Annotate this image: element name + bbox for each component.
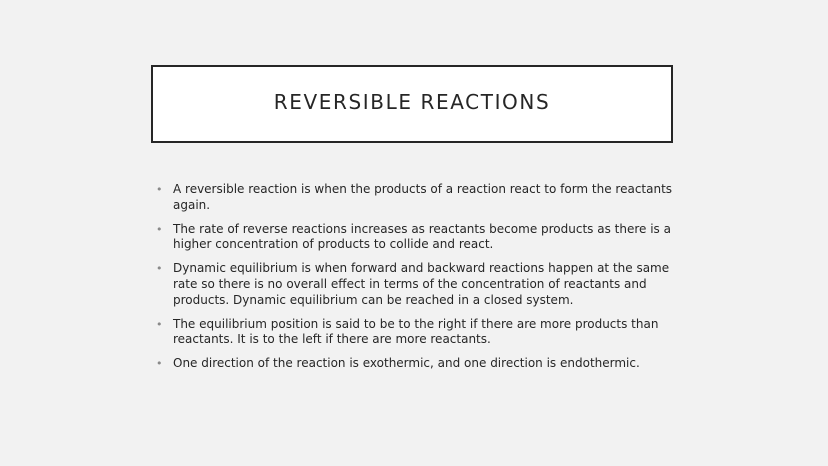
bullet-text: A reversible reaction is when the products of a reaction react to form the reactants again.: [173, 182, 673, 212]
bullet-text: The equilibrium position is said to be to the right if there are more products than reactants. It is to the left if there are more reactants.: [173, 316, 659, 347]
bullet-item: [156, 222, 676, 254]
slide-title: REVERSIBLE REACTIONS: [273, 90, 551, 114]
bullet-dot-icon: •: [156, 357, 163, 371]
bullet-item: [156, 317, 676, 349]
bullet-item: [156, 261, 676, 308]
bullet-list: [156, 182, 676, 380]
bullet-text: Dynamic equilibrium is when forward and backward reactions happen at the same rate so there is no overall effect in terms of the concentration of reactants and products. Dynamic equilibrium can be reached in a closed system.: [173, 261, 670, 307]
bullet-dot-icon: •: [156, 262, 163, 276]
title-box: [151, 65, 673, 143]
bullet-dot-icon: •: [156, 317, 163, 331]
bullet-dot-icon: •: [156, 222, 163, 236]
bullet-item: [156, 182, 676, 214]
bullet-item: [156, 356, 676, 372]
bullet-text: One direction of the reaction is exothermic, and one direction is endothermic.: [173, 356, 640, 371]
bullet-text: The rate of reverse reactions increases as reactants become products as there is a higher concentration of products to collide and react.: [173, 221, 671, 252]
bullet-dot-icon: •: [156, 183, 163, 196]
